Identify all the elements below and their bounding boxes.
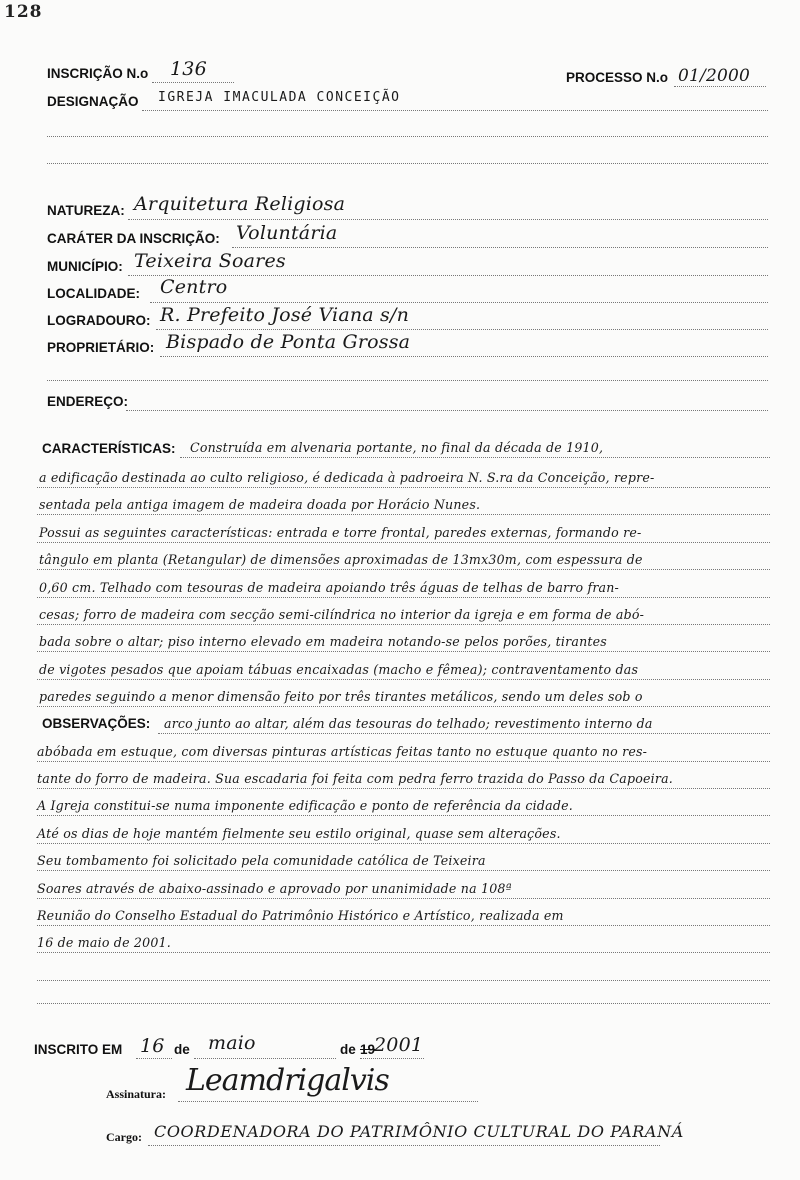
caracteristicas-line: 0,60 cm. Telhado com tesouras de madeira apoiando três águas de telhas de barro fran- (39, 580, 620, 595)
caracteristicas-line: cesas; forro de madeira com secção semi-cilíndrica no interior da igreja e em forma de abó- (39, 607, 645, 622)
localidade-value: Centro (160, 276, 228, 298)
municipio-label: MUNICÍPIO: (47, 259, 123, 274)
caracteristicas-line: sentada pela antiga imagem de madeira doada por Horácio Nunes. (39, 497, 481, 512)
caracteristicas-line: bada sobre o altar; piso interno elevado em madeira notando-se pelos porões, tirantes (39, 634, 607, 649)
observacoes-line: Até os dias de hoje mantém fielmente seu estilo original, quase sem alterações. (37, 826, 561, 841)
proprietario-label: PROPRIETÁRIO: (47, 340, 155, 355)
designacao-value: IGREJA IMACULADA CONCEIÇÃO (158, 90, 401, 105)
caracteristicas-line: Construída em alvenaria portante, no final da década de 1910, (190, 440, 604, 455)
natureza-value: Arquitetura Religiosa (134, 193, 346, 215)
inscrito-year-printed: 19 (360, 1042, 376, 1057)
observacoes-line: arco junto ao altar, além das tesouras do telhado; revestimento interno da (164, 716, 653, 731)
inscrito-de-2: de (340, 1042, 356, 1057)
proprietario-value: Bispado de Ponta Grossa (166, 331, 411, 353)
inscrito-label: INSCRITO EM (34, 1042, 123, 1057)
observacoes-line: Seu tombamento foi solicitado pela comunidade católica de Teixeira (37, 853, 486, 868)
observacoes-line: 16 de maio de 2001. (37, 935, 171, 950)
inscricao-value: 136 (170, 58, 207, 80)
caracteristicas-line: paredes seguindo a menor dimensão feito por três tirantes metálicos, sendo um deles sob o (39, 689, 643, 704)
assinatura-label: Assinatura: (106, 1087, 167, 1101)
natureza-label: NATUREZA: (47, 203, 125, 218)
carater-value: Voluntária (236, 222, 338, 244)
carater-label: CARÁTER DA INSCRIÇÃO: (47, 231, 220, 246)
caracteristicas-label: CARACTERÍSTICAS: (42, 441, 176, 456)
inscrito-de-1: de (174, 1042, 190, 1057)
inscrito-year-handwritten: 2001 (374, 1034, 424, 1056)
caracteristicas-line: a edificação destinada ao culto religioso, é dedicada à padroeira N. S.ra da Conceição, repre- (39, 470, 655, 485)
logradouro-label: LOGRADOURO: (47, 313, 151, 328)
endereco-label: ENDEREÇO: (47, 394, 129, 409)
processo-label: PROCESSO N.o (566, 70, 669, 85)
processo-value: 01/2000 (678, 66, 751, 86)
caracteristicas-line: tângulo em planta (Retangular) de dimensões aproximadas de 13mx30m, com espessura de (39, 552, 643, 567)
caracteristicas-line: Possui as seguintes características: entrada e torre frontal, paredes externas, formando re- (39, 525, 642, 540)
observacoes-label: OBSERVAÇÕES: (42, 716, 151, 731)
logradouro-value: R. Prefeito José Viana s/n (160, 304, 410, 326)
observacoes-line: Soares através de abaixo-assinado e aprovado por unanimidade na 108ª (37, 881, 512, 896)
municipio-value: Teixeira Soares (134, 250, 286, 272)
caracteristicas-line: de vigotes pesados que apoiam tábuas encaixadas (macho e fêmea); contraventamento das (39, 662, 639, 677)
cargo-label: Cargo: (106, 1130, 142, 1144)
observacoes-line: A Igreja constitui-se numa imponente edificação e ponto de referência da cidade. (37, 798, 573, 813)
signature: Leamdrigalvis (186, 1063, 389, 1098)
cargo-value: COORDENADORA DO PATRIMÔNIO CULTURAL DO PARANÁ (154, 1122, 684, 1141)
designacao-label: DESIGNAÇÃO (47, 94, 139, 109)
inscrito-day: 16 (140, 1035, 165, 1057)
inscrito-month: maio (208, 1032, 256, 1054)
observacoes-line: tante do forro de madeira. Sua escadaria foi feita com pedra ferro trazida do Passo da Capoeira. (37, 771, 674, 786)
localidade-label: LOCALIDADE: (47, 286, 140, 301)
observacoes-line: Reunião do Conselho Estadual do Patrimônio Histórico e Artístico, realizada em (37, 908, 564, 923)
observacoes-line: abóbada em estuque, com diversas pinturas artísticas feitas tanto no estuque quanto no res- (37, 744, 648, 759)
page-number: 128 (4, 2, 43, 22)
inscricao-label: INSCRIÇÃO N.o (47, 66, 149, 81)
